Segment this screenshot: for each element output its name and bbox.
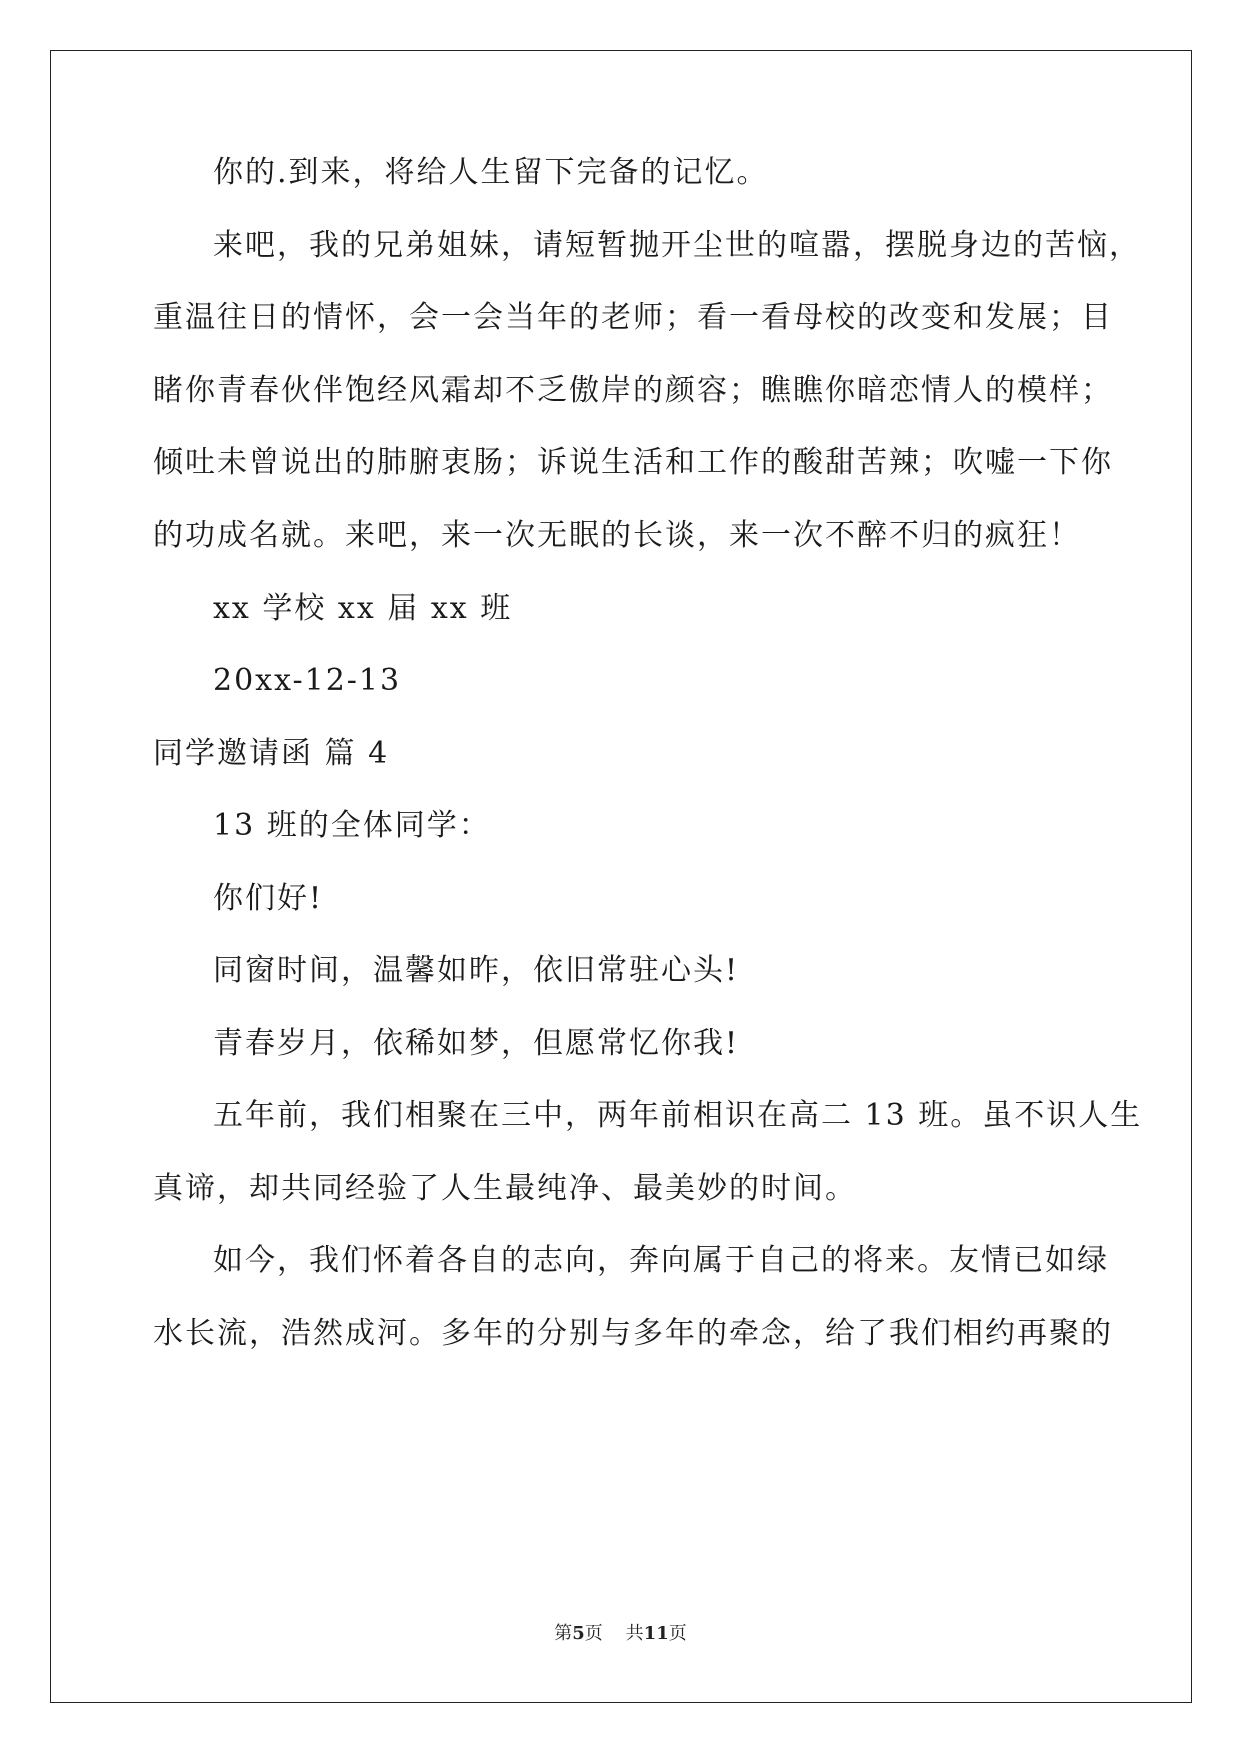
- paragraph-line: 倾吐未曾说出的肺腑衷肠；诉说生活和工作的酸甜苦辣；吹嘘一下你: [153, 445, 1113, 480]
- page-suffix: 页: [584, 1623, 603, 1644]
- greeting-line: 你们好!: [213, 881, 324, 916]
- page-prefix: 第: [554, 1623, 573, 1644]
- total-prefix: 共: [625, 1623, 644, 1644]
- paragraph-line: 如今，我们怀着各自的志向，奔向属于自己的将来。友情已如绿: [213, 1243, 1109, 1278]
- section-heading: 同学邀请函 篇 4: [153, 736, 390, 771]
- page-footer: [0, 1622, 1241, 1646]
- paragraph-line: 你的.到来，将给人生留下完备的记忆。: [213, 155, 769, 190]
- page-number: 5: [572, 1623, 585, 1644]
- total-pages: 11: [643, 1623, 669, 1644]
- paragraph-line: 青春岁月，依稀如梦，但愿常忆你我!: [213, 1026, 740, 1061]
- date-line: 20xx-12-13: [213, 663, 402, 698]
- paragraph-line: 水长流，浩然成河。多年的分别与多年的牵念，给了我们相约再聚的: [153, 1316, 1113, 1351]
- signature-line: xx 学校 xx 届 xx 班: [213, 591, 513, 626]
- paragraph-line: 的功成名就。来吧，来一次无眠的长谈，来一次不醉不归的疯狂！: [153, 518, 1081, 553]
- paragraph-line: 重温往日的情怀，会一会当年的老师；看一看母校的改变和发展；目: [153, 300, 1113, 335]
- salutation-line: 13 班的全体同学：: [213, 808, 491, 843]
- paragraph-line: 五年前，我们相聚在三中，两年前相识在高二 13 班。虽不识人生: [213, 1098, 1143, 1133]
- paragraph-line: 来吧，我的兄弟姐妹，请短暂抛开尘世的喧嚣，摆脱身边的苦恼，: [213, 228, 1141, 263]
- paragraph-line: 真谛，却共同经验了人生最纯净、最美妙的时间。: [153, 1171, 857, 1206]
- paragraph-line: 睹你青春伙伴饱经风霜却不乏傲岸的颜容；瞧瞧你暗恋情人的模样；: [153, 373, 1113, 408]
- paragraph-line: 同窗时间，温馨如昨，依旧常驻心头!: [213, 953, 740, 988]
- total-suffix: 页: [668, 1623, 687, 1644]
